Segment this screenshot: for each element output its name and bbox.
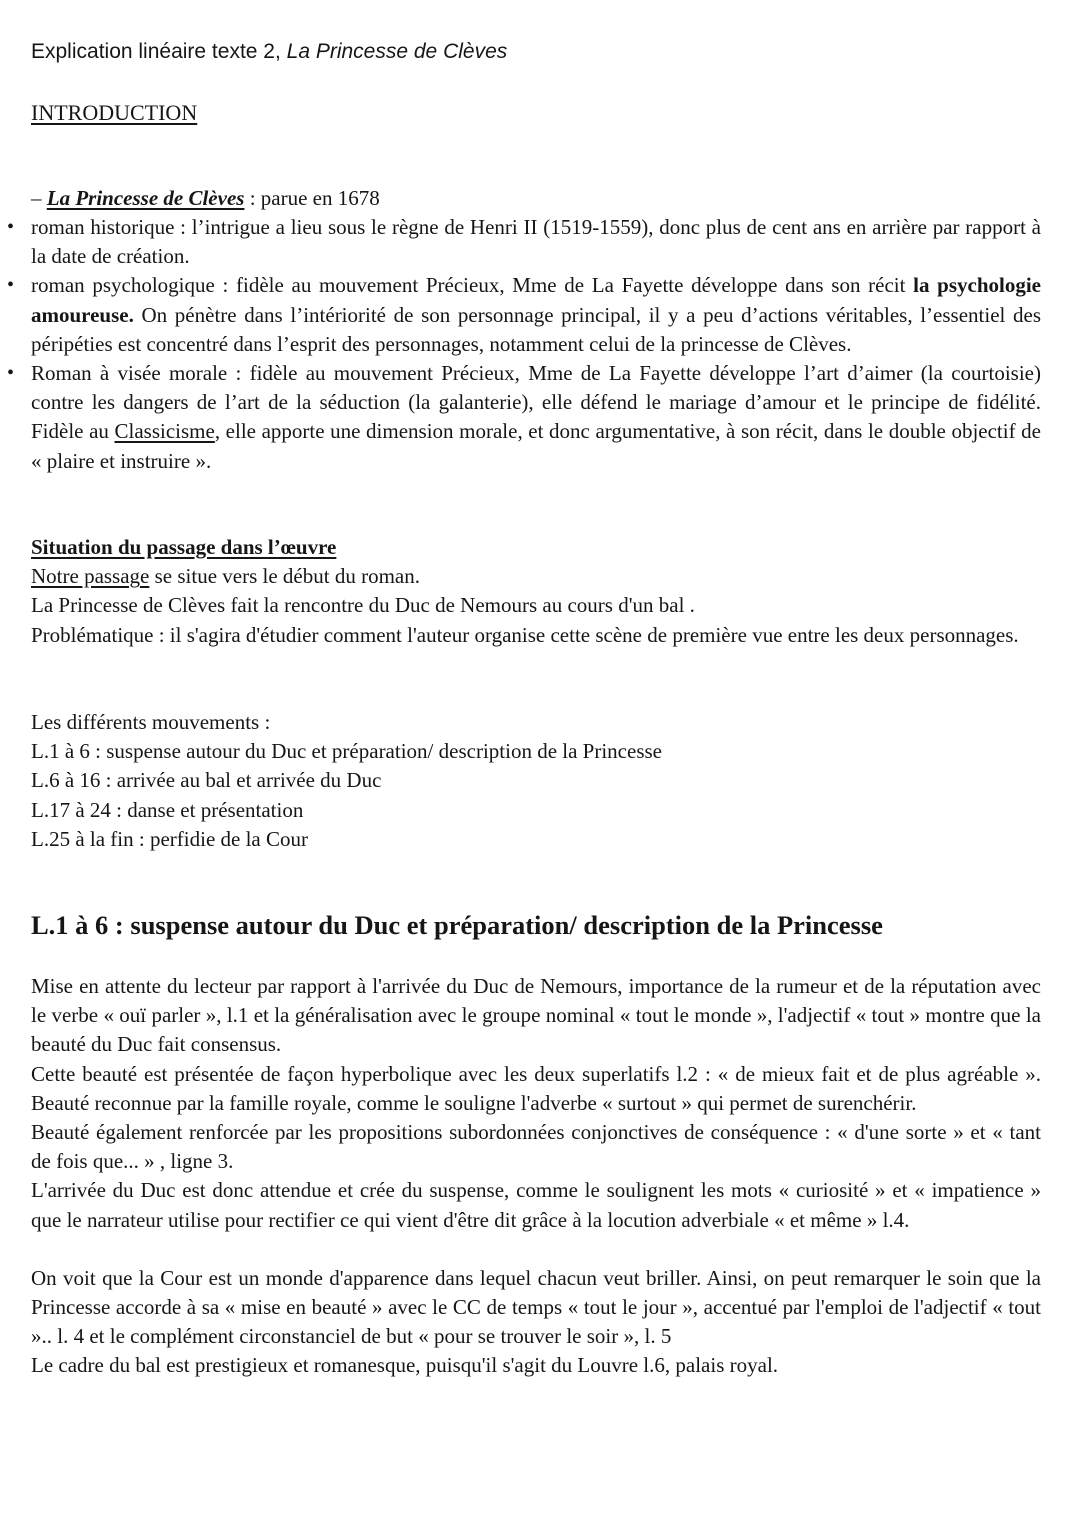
bullet-text: , elle apporte une dimension morale, et donc argumentative, à son récit, dans le double objectif de « plaire et instruire ». (31, 419, 1041, 473)
movement-item: L.6 à 16 : arrivée au bal et arrivée du Duc (31, 768, 382, 793)
passage-label: Notre passage (31, 564, 150, 589)
problematique: Problématique : il s'agira d'étudier comment l'auteur organise cette scène de première vue entre les deux personnages. (31, 622, 1019, 647)
introduction-heading: INTRODUCTION (31, 100, 198, 125)
title-work: La Princesse de Clèves (286, 40, 508, 63)
movements-section (31, 708, 1041, 854)
situation-passage-line (31, 562, 1041, 591)
situation-heading: Situation du passage dans l’œuvre (31, 535, 337, 559)
classicisme-link[interactable]: Classicisme (114, 419, 215, 444)
movement-item: L.25 à la fin : perfidie de la Cour (31, 826, 308, 851)
list-item (7, 213, 1041, 271)
list-item (7, 271, 1042, 359)
bullet-icon: • (7, 274, 15, 297)
bullet-bold-text: la psychologie amoureuse. (31, 273, 1042, 327)
bullet-icon: • (7, 362, 15, 385)
situation-section (31, 533, 1041, 650)
section1-paragraph: On voit que la Cour est un monde d'apparence dans lequel chacun veut briller. Ainsi, on peut remarquer le soin que la Princesse accorde à sa « mise en beauté » avec le CC de temps « tout le jour », accentué par l'emploi de l'adjectif « tout ».. l. 4 et le complément circonstanciel de but « pour se trouver le soir », l. 5 (31, 1265, 1041, 1349)
work-dash: – (31, 186, 47, 210)
movement-item: L.1 à 6 : suspense autour du Duc et préparation/ description de la Princesse (31, 739, 662, 764)
bullet-text: Roman à visée morale : fidèle au mouvement Précieux, Mme de La Fayette développe l’art d’aimer (la courtoisie) contre les dangers de l’art de la séduction (la galanterie), elle défend le mariage d’amour et le principe de fidélité. Fidèle au (31, 361, 1041, 444)
movement-item: L.17 à 24 : danse et présentation (31, 797, 304, 822)
section1-paragraph: Le cadre du bal est prestigieux et romanesque, puisqu'il s'agit du Louvre l.6, palais royal. (31, 1353, 779, 1378)
section1-heading: L.1 à 6 : suspense autour du Duc et préparation/ description de la Princesse (31, 910, 883, 940)
bullet-text: roman historique : l’intrigue a lieu sous le règne de Henri II (1519-1559), donc plus de cent ans en arrière par rapport à la date de création. (31, 215, 1041, 269)
document-title (31, 40, 507, 64)
bullet-text: On pénètre dans l’intériorité de son personnage principal, il y a peu d’actions véritables, l’essentiel des péripéties est concentré dans l’esprit des personnages, notamment celui de la princesse de Clèves. (31, 302, 1041, 356)
work-line (31, 184, 1041, 213)
passage-text: se situe vers le début du roman. (149, 564, 420, 589)
bullet-icon: • (7, 216, 15, 238)
work-publication: : parue en 1678 (244, 186, 380, 210)
section1-paragraph: Beauté également renforcée par les propositions subordonnées conjonctives de conséquence : « d'une sorte » et « tant de fois que... » , ligne 3. (31, 1120, 1041, 1174)
work-title: La Princesse de Clèves (46, 186, 245, 210)
section1-paragraph: L'arrivée du Duc est donc attendue et crée du suspense, comme le soulignent les mots « curiosité » et « impatience » que le narrateur utilise pour rectifier ce qui vient d'être dit grâce à la locution adverbiale « et même » l.4. (31, 1178, 1041, 1232)
section1-paragraph: Mise en attente du lecteur par rapport à l'arrivée du Duc de Nemours, importance de la rumeur et de la réputation avec le verbe « ouï parler », l.1 et la généralisation avec le groupe nominal « tout le monde », l'adjectif « tout » montre que la beauté du Duc fait consensus. (31, 974, 1041, 1057)
section1-paragraph: Cette beauté est présentée de façon hyperbolique avec les deux superlatifs l.2 : « de mieux fait et de plus agréable ». Beauté reconnue par la famille royale, comme le souligne l'adverbe « surtout » qui permet de surenchérir. (31, 1061, 1041, 1115)
movements-label: Les différents mouvements : (31, 710, 271, 734)
situation-meeting-line: La Princesse de Clèves fait la rencontre du Duc de Nemours au cours d'un bal . (31, 593, 695, 618)
title-prefix: Explication linéaire texte 2, (31, 40, 287, 63)
intro-bullet-list (7, 213, 1042, 476)
bullet-text: roman psychologique : fidèle au mouvement Précieux, Mme de La Fayette développe dans son récit (31, 273, 914, 298)
section1-body (31, 972, 1041, 1381)
list-item (7, 359, 1041, 476)
